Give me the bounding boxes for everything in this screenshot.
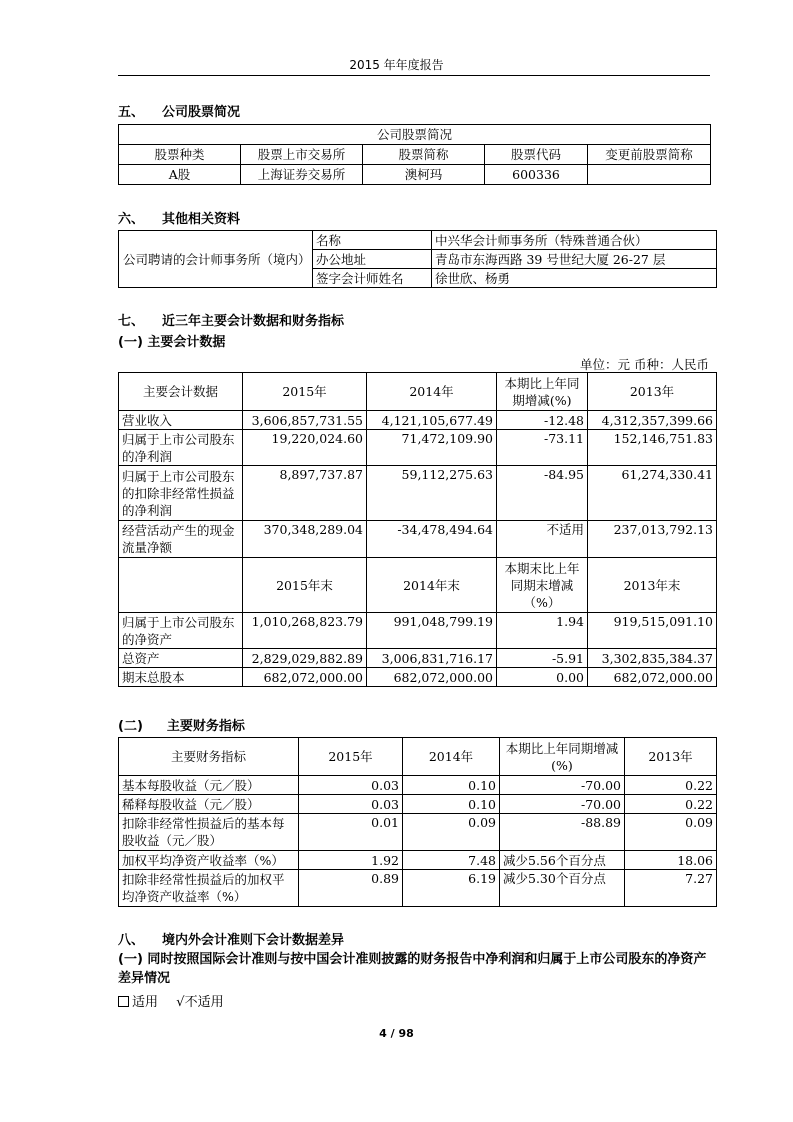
value-cell: 682,072,000.00 <box>588 668 717 687</box>
table-row <box>119 776 717 795</box>
section-7-title: 近三年主要会计数据和财务指标 <box>162 314 345 329</box>
value-cell: 3,606,857,731.55 <box>243 411 367 430</box>
table-row <box>119 430 717 466</box>
row-label: 扣除非经常性损益后的加权平均净资产收益率（%） <box>119 870 299 907</box>
section-8-title: 境内外会计准则下会计数据差异 <box>162 933 345 948</box>
value-cell: 1,010,268,823.79 <box>243 613 367 649</box>
other-info-table <box>118 230 717 288</box>
table-row <box>119 613 717 649</box>
section-7-heading <box>118 310 344 329</box>
applicability-options <box>118 991 224 1010</box>
stock-short-name-cell: 澳柯玛 <box>363 165 485 185</box>
table-row <box>119 649 717 668</box>
table1-header2: 2013年末 <box>588 558 717 613</box>
table-row <box>119 466 717 521</box>
row-label: 营业收入 <box>119 411 243 430</box>
stock-col-header: 股票上市交易所 <box>241 145 363 165</box>
value-cell: 1.94 <box>497 613 588 649</box>
section-6-heading <box>118 208 240 227</box>
value-cell: 71,472,109.90 <box>367 430 497 466</box>
stock-exchange-cell: 上海证券交易所 <box>241 165 363 185</box>
value-cell: 59,112,275.63 <box>367 466 497 521</box>
stock-overview-table <box>118 124 711 185</box>
table1-header: 2015年 <box>243 373 367 411</box>
stock-col-header: 股票种类 <box>119 145 241 165</box>
table1-header2: 2014年末 <box>367 558 497 613</box>
table-row <box>119 411 717 430</box>
value-cell: 237,013,792.13 <box>588 521 717 558</box>
section-7-sub2-heading <box>118 715 245 734</box>
table2-header: 2015年 <box>299 738 403 776</box>
section-7-sub1-heading: (一) 主要会计数据 <box>118 335 226 350</box>
value-cell: 0.22 <box>625 776 717 795</box>
value-cell: 减少5.56个百分点 <box>500 851 625 870</box>
value-cell: 8,897,737.87 <box>243 466 367 521</box>
value-cell: 3,006,831,716.17 <box>367 649 497 668</box>
section-6-number: 六、 <box>118 212 145 227</box>
section-5-title: 公司股票简况 <box>162 105 241 120</box>
value-cell: 0.03 <box>299 795 403 814</box>
section-6-title: 其他相关资料 <box>162 212 241 227</box>
value-cell: -88.89 <box>500 814 625 851</box>
table1-header2 <box>119 558 243 613</box>
value-cell: 减少5.30个百分点 <box>500 870 625 907</box>
row-label: 归属于上市公司股东的净利润 <box>119 430 243 466</box>
section-7-number: 七、 <box>118 314 145 329</box>
value-cell: 0.09 <box>403 814 500 851</box>
value-cell: 18.06 <box>625 851 717 870</box>
value-cell: 0.22 <box>625 795 717 814</box>
table1-header: 主要会计数据 <box>119 373 243 411</box>
value-cell: 682,072,000.00 <box>367 668 497 687</box>
row-label: 经营活动产生的现金流量净额 <box>119 521 243 558</box>
table-row <box>119 795 717 814</box>
auditor-group-label: 公司聘请的会计师事务所（境内） <box>119 231 313 288</box>
value-cell: 0.03 <box>299 776 403 795</box>
financial-indicators-table <box>118 737 717 907</box>
value-cell: 4,312,357,399.66 <box>588 411 717 430</box>
header-divider <box>118 75 710 76</box>
section-5-number: 五、 <box>118 105 145 120</box>
option-applicable: 适用 <box>132 995 159 1010</box>
table2-header: 主要财务指标 <box>119 738 299 776</box>
table1-header: 本期比上年同期增减(%) <box>497 373 588 411</box>
stock-former-name-cell <box>588 165 711 185</box>
auditor-row-label: 办公地址 <box>313 250 432 269</box>
table-row <box>119 814 717 851</box>
value-cell: 1.92 <box>299 851 403 870</box>
value-cell: 0.10 <box>403 795 500 814</box>
unit-currency-note: 单位：元 币种：人民币 <box>580 357 709 372</box>
row-label: 归属于上市公司股东的扣除非经常性损益的净利润 <box>119 466 243 521</box>
value-cell: 7.48 <box>403 851 500 870</box>
row-label: 加权平均净资产收益率（%） <box>119 851 299 870</box>
table1-header2: 本期末比上年同期末增减（%） <box>497 558 588 613</box>
stock-col-header: 股票简称 <box>363 145 485 165</box>
row-label: 稀释每股收益（元／股） <box>119 795 299 814</box>
value-cell: 61,274,330.41 <box>588 466 717 521</box>
table1-header2: 2015年末 <box>243 558 367 613</box>
section-8-sub1-heading: (一) 同时按照国际会计准则与按中国会计准则披露的财务报告中净利润和归属于上市公司股东的净资产差异情况 <box>118 952 707 986</box>
table2-header: 2013年 <box>625 738 717 776</box>
table1-header: 2013年 <box>588 373 717 411</box>
checkbox-empty-icon <box>118 996 129 1007</box>
value-cell: -73.11 <box>497 430 588 466</box>
checkmark-icon: √ <box>176 995 185 1010</box>
value-cell: 7.27 <box>625 870 717 907</box>
table2-header: 2014年 <box>403 738 500 776</box>
table-row <box>119 668 717 687</box>
value-cell: 0.09 <box>625 814 717 851</box>
row-label: 基本每股收益（元／股） <box>119 776 299 795</box>
section-7-sub2-title: 主要财务指标 <box>166 719 245 734</box>
value-cell: 991,048,799.19 <box>367 613 497 649</box>
value-cell: 4,121,105,677.49 <box>367 411 497 430</box>
accounting-data-table <box>118 372 717 687</box>
value-cell: 6.19 <box>403 870 500 907</box>
section-8-number: 八、 <box>118 933 145 948</box>
stock-table-title: 公司股票简况 <box>119 125 711 145</box>
value-cell: 19,220,024.60 <box>243 430 367 466</box>
value-cell: 0.89 <box>299 870 403 907</box>
page-number: 4 / 98 <box>379 1027 414 1040</box>
table-row <box>119 521 717 558</box>
row-label: 总资产 <box>119 649 243 668</box>
value-cell: -12.48 <box>497 411 588 430</box>
auditor-signers-value: 徐世欣、杨勇 <box>432 269 717 288</box>
row-label: 归属于上市公司股东的净资产 <box>119 613 243 649</box>
value-cell: 919,515,091.10 <box>588 613 717 649</box>
value-cell: 152,146,751.83 <box>588 430 717 466</box>
value-cell: -84.95 <box>497 466 588 521</box>
value-cell: 0.01 <box>299 814 403 851</box>
row-label: 扣除非经常性损益后的基本每股收益（元／股） <box>119 814 299 851</box>
stock-code-cell: 600336 <box>485 165 588 185</box>
option-not-applicable: 不适用 <box>184 995 224 1010</box>
section-5-heading <box>118 101 240 120</box>
section-8-heading <box>118 929 344 948</box>
value-cell: -70.00 <box>500 795 625 814</box>
auditor-row-label: 名称 <box>313 231 432 250</box>
auditor-row-label: 签字会计师姓名 <box>313 269 432 288</box>
auditor-name-value: 中兴华会计师事务所（特殊普通合伙） <box>432 231 717 250</box>
stock-col-header: 变更前股票简称 <box>588 145 711 165</box>
stock-col-header: 股票代码 <box>485 145 588 165</box>
value-cell: -34,478,494.64 <box>367 521 497 558</box>
auditor-address-value: 青岛市东海西路 39 号世纪大厦 26-27 层 <box>432 250 717 269</box>
table-row <box>119 870 717 907</box>
table2-header: 本期比上年同期增减(%) <box>500 738 625 776</box>
table-row <box>119 851 717 870</box>
value-cell: -5.91 <box>497 649 588 668</box>
value-cell: 0.00 <box>497 668 588 687</box>
stock-type-cell: A股 <box>119 165 241 185</box>
report-header: 2015 年年度报告 <box>349 58 444 72</box>
value-cell: 0.10 <box>403 776 500 795</box>
value-cell: 3,302,835,384.37 <box>588 649 717 668</box>
table1-header: 2014年 <box>367 373 497 411</box>
value-cell: 2,829,029,882.89 <box>243 649 367 668</box>
value-cell: -70.00 <box>500 776 625 795</box>
section-7-sub2-number: (二) <box>118 719 143 734</box>
value-cell: 不适用 <box>497 521 588 558</box>
value-cell: 682,072,000.00 <box>243 668 367 687</box>
value-cell: 370,348,289.04 <box>243 521 367 558</box>
row-label: 期末总股本 <box>119 668 243 687</box>
